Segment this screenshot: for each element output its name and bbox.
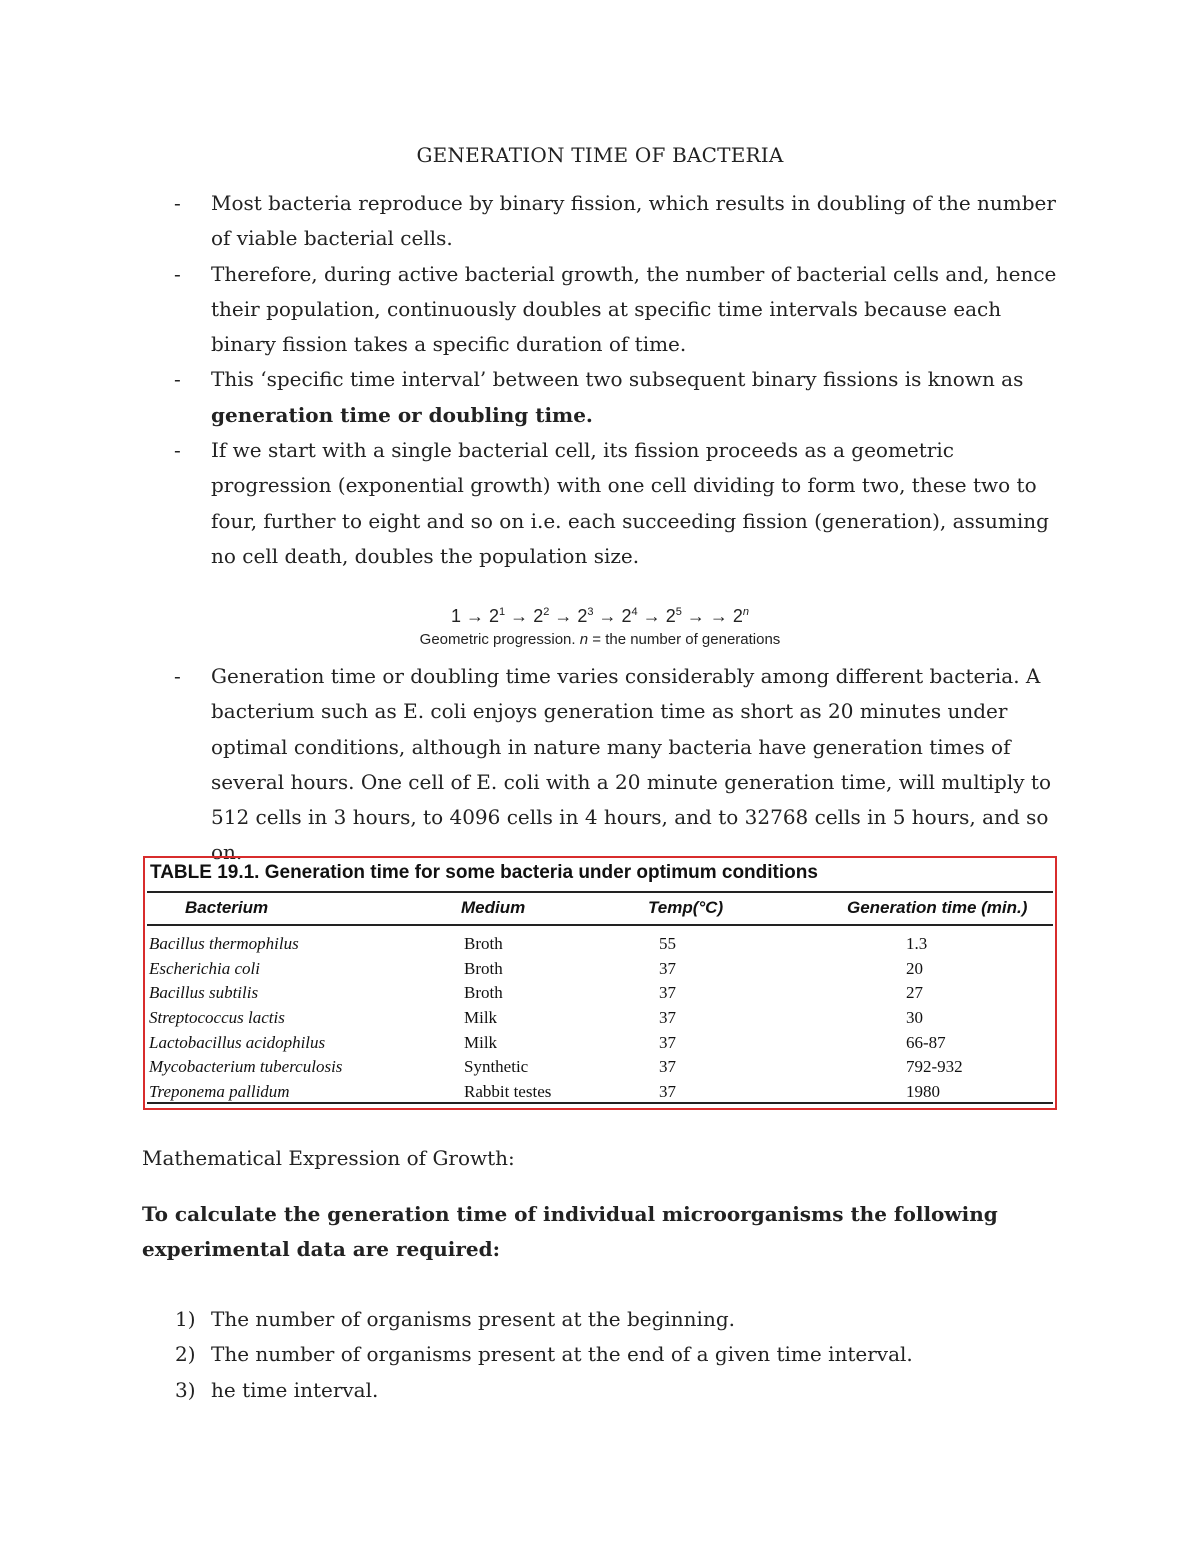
bullet-marker: - bbox=[174, 261, 181, 286]
table-row bbox=[145, 934, 1055, 959]
bullet-bold-term: generation time or doubling time. bbox=[211, 402, 593, 427]
column-header-temp: Temp(°C) bbox=[648, 898, 724, 917]
column-header-bacterium: Bacterium bbox=[185, 898, 269, 917]
section-subheading: Mathematical Expression of Growth: bbox=[142, 1146, 515, 1170]
bullet-text: If we start with a single bacterial cell, its fission proceeds as a geometric progression (exponential growth) with one cell dividing to form two, these two to four, further to eight and so on i.e. each succeeding fission (generation), assuming no cell death, doubles the population size. bbox=[211, 438, 1049, 568]
list-item bbox=[170, 186, 1070, 257]
formula-sequence: $1 \to 2^1 \to 2^2 \to 2^3 \to 2^4 \to 2^5$ → → 2$^n$ bbox=[450, 606, 750, 626]
column-header-medium: Medium bbox=[461, 898, 526, 917]
cell-temp: 37 bbox=[659, 958, 676, 978]
page-title: GENERATION TIME OF BACTERIA bbox=[416, 143, 784, 167]
bullet-marker: - bbox=[174, 438, 181, 463]
geometric-progression-formula bbox=[0, 600, 1200, 650]
table-row bbox=[145, 1033, 1055, 1058]
bullet-marker: - bbox=[174, 367, 181, 392]
cell-temp: 37 bbox=[659, 1032, 676, 1052]
table-header bbox=[145, 898, 1055, 924]
bullet-text: Therefore, during active bacterial growth, the number of bacterial cells and, hence their population, continuously doubles at specific time intervals because each binary fission takes a specific duration of time. bbox=[211, 261, 1057, 357]
cell-generation-time: 792-932 bbox=[906, 1057, 963, 1077]
cell-bacterium: Mycobacterium tuberculosis bbox=[149, 1057, 343, 1077]
cell-bacterium: Bacillus thermophilus bbox=[149, 934, 299, 953]
bullet-text: This ‘specific time interval’ between two subsequent binary fissions is known as bbox=[211, 367, 1024, 392]
cell-medium: Broth bbox=[464, 934, 503, 953]
list-text: The number of organisms present at the beginning. bbox=[211, 1307, 735, 1331]
list-item bbox=[170, 659, 1070, 871]
bullet-list-2 bbox=[170, 659, 1070, 871]
table-row bbox=[145, 983, 1055, 1008]
cell-temp: 37 bbox=[659, 1082, 676, 1102]
list-item bbox=[170, 257, 1070, 363]
cell-medium: Synthetic bbox=[464, 1057, 529, 1077]
table-row bbox=[145, 1057, 1055, 1082]
list-item bbox=[170, 1373, 1070, 1408]
list-number: 3) bbox=[175, 1377, 196, 1402]
cell-medium: Broth bbox=[464, 983, 503, 1003]
cell-generation-time: 20 bbox=[906, 958, 923, 978]
list-number: 1) bbox=[175, 1307, 196, 1331]
cell-medium: Rabbit testes bbox=[464, 1082, 552, 1102]
bullet-text: Generation time or doubling time varies considerably among different bacteria. A bacterium such as E. coli enjoys generation time as short as 20 minutes under optimal conditions, although in nature many bacteria have generation times of several hours. One cell of E. coli with a 20 minute generation time, will multiply to 512 cells in 3 hours, to 4096 cells in 4 hours, and to 32768 cells in 5 hours, and so on. bbox=[211, 664, 1051, 865]
cell-generation-time: 66-87 bbox=[906, 1032, 946, 1052]
cell-generation-time: 30 bbox=[906, 1008, 923, 1028]
bold-paragraph: To calculate the generation time of individual microorganisms the following experimental data are required: bbox=[142, 1202, 998, 1262]
list-item bbox=[170, 1337, 1070, 1372]
numbered-list bbox=[170, 1302, 1070, 1408]
bullet-text: Most bacteria reproduce by binary fission, which results in doubling of the number of viable bacterial cells. bbox=[211, 191, 1056, 251]
table-rule-header bbox=[147, 924, 1053, 926]
list-item bbox=[170, 1302, 1070, 1337]
cell-temp: 55 bbox=[659, 934, 676, 953]
bullet-list bbox=[170, 186, 1070, 574]
list-text: The number of organisms present at the end of a given time interval. bbox=[211, 1342, 913, 1367]
cell-medium: Milk bbox=[464, 1008, 498, 1028]
bullet-marker: - bbox=[174, 664, 181, 688]
cell-medium: Milk bbox=[464, 1032, 498, 1052]
table-row bbox=[145, 1008, 1055, 1033]
cell-medium: Broth bbox=[464, 958, 503, 978]
column-header-generation-time: Generation time (min.) bbox=[847, 898, 1028, 917]
table-body bbox=[145, 934, 1055, 1107]
list-item bbox=[170, 362, 1070, 433]
bullet-marker: - bbox=[174, 191, 181, 215]
cell-temp: 37 bbox=[659, 1057, 676, 1077]
formula-caption: Geometric progression. n = the number of generations bbox=[419, 631, 781, 648]
cell-generation-time: 27 bbox=[906, 983, 923, 1003]
table-row bbox=[145, 959, 1055, 984]
generation-time-table bbox=[143, 856, 1057, 1110]
cell-temp: 37 bbox=[659, 983, 676, 1003]
cell-bacterium: Lactobacillus acidophilus bbox=[149, 1032, 326, 1052]
list-item bbox=[170, 433, 1070, 574]
list-number: 2) bbox=[175, 1342, 196, 1367]
cell-generation-time: 1.3 bbox=[906, 934, 928, 953]
cell-temp: 37 bbox=[659, 1008, 676, 1028]
cell-generation-time: 1980 bbox=[906, 1082, 940, 1102]
cell-bacterium: Escherichia coli bbox=[149, 958, 260, 978]
table-rule-top bbox=[147, 891, 1053, 893]
cell-bacterium: Treponema pallidum bbox=[149, 1082, 290, 1102]
table-caption: TABLE 19.1. Generation time for some bacteria under optimum conditions bbox=[150, 862, 818, 883]
list-text: he time interval. bbox=[211, 1377, 379, 1402]
cell-bacterium: Streptococcus lactis bbox=[149, 1008, 285, 1028]
table-rule-bottom bbox=[147, 1102, 1053, 1104]
cell-bacterium: Bacillus subtilis bbox=[149, 983, 259, 1003]
